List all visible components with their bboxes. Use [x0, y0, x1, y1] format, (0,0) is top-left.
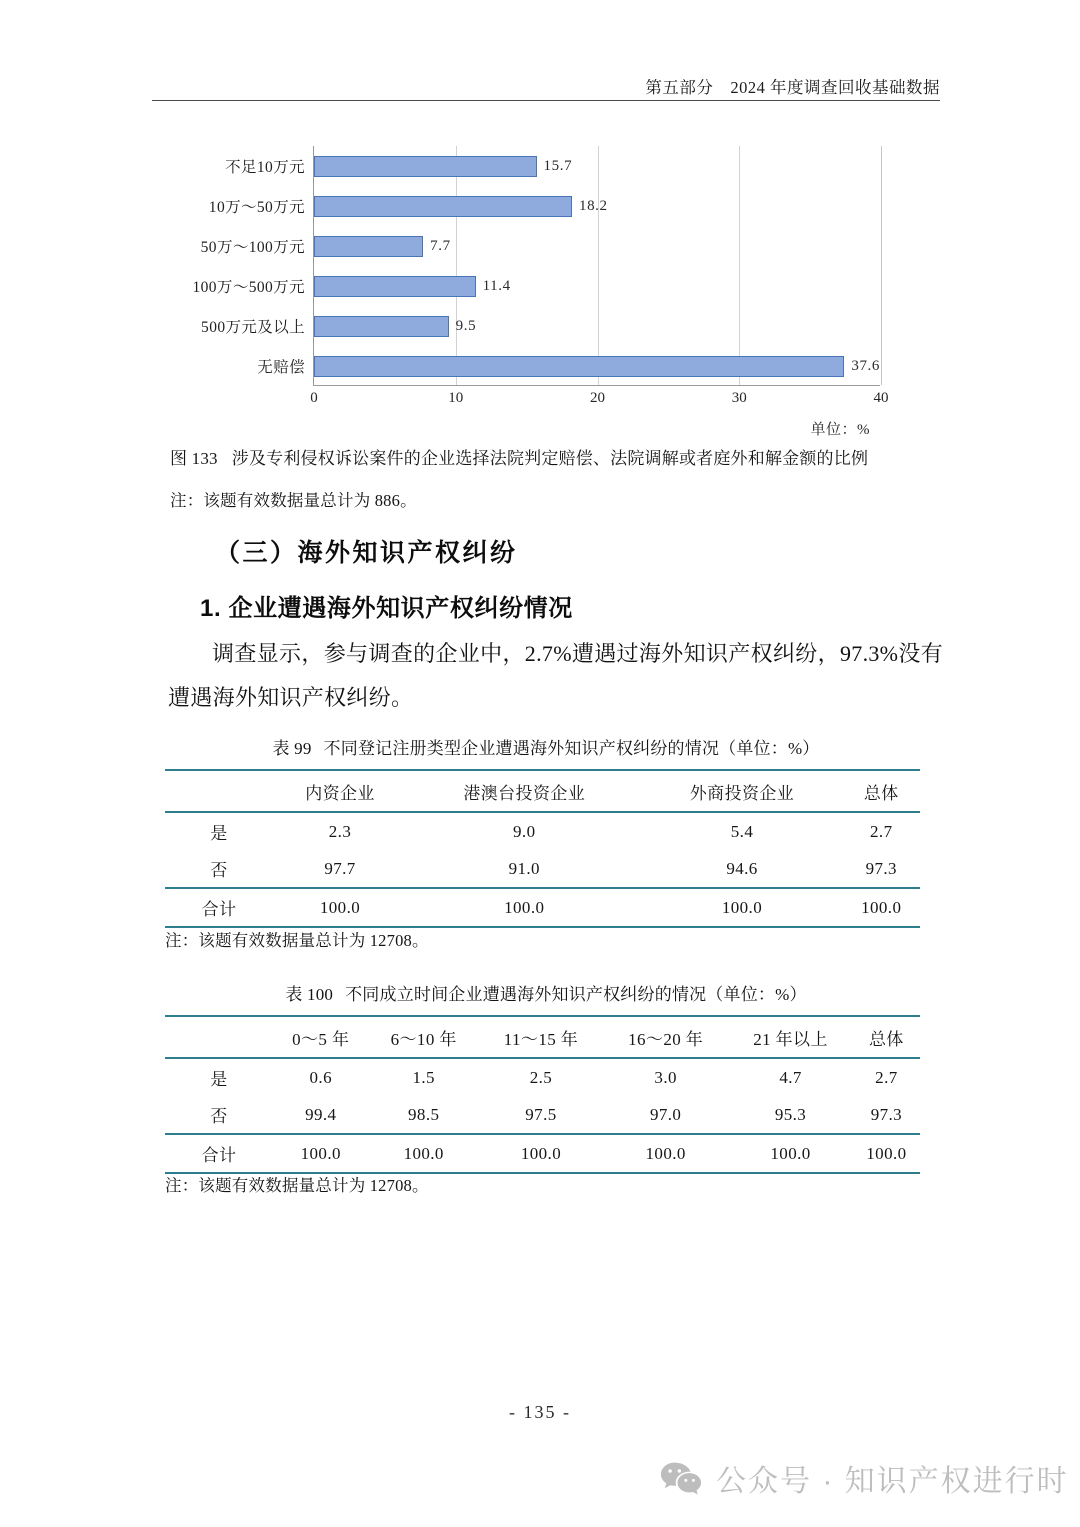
figure-caption — [170, 444, 950, 469]
chart-bar-value-label: 11.4 — [482, 277, 511, 294]
table-100-note: 注：该题有效数据量总计为 12708。 — [165, 1176, 429, 1195]
chart-gridline — [881, 146, 882, 385]
table-cell: 100.0 — [407, 888, 642, 927]
chart-category-label: 不足10万元 — [225, 159, 305, 176]
chart-bar-row — [257, 346, 880, 386]
chart-category-label: 500万元及以上 — [201, 319, 305, 336]
table-column-header: 0～5 年 — [273, 1016, 369, 1058]
table-column-header — [165, 1016, 273, 1058]
chart-bar-row — [200, 226, 880, 266]
table-column-header: 16～20 年 — [603, 1016, 728, 1058]
section-heading: （三）海外知识产权纠纷 — [215, 538, 518, 567]
table-column-header: 内资企业 — [273, 770, 407, 812]
chart-bar — [314, 276, 476, 297]
table-cell: 100.0 — [842, 888, 920, 927]
chart-category-label: 10万～50万元 — [208, 199, 305, 216]
table-cell: 2.7 — [875, 1067, 898, 1087]
table-cell: 100.0 — [479, 1134, 603, 1173]
table-cell: 100.0 — [728, 1134, 853, 1173]
table-99-caption-text: 不同登记注册类型企业遭遇海外知识产权纠纷的情况（单位：%） — [323, 739, 820, 758]
table-cell: 99.4 — [305, 1104, 337, 1124]
chart-bar-row — [201, 306, 880, 346]
table-cell: 0.6 — [309, 1067, 332, 1087]
chart-x-tick-label: 20 — [590, 390, 605, 406]
chart-bar — [314, 236, 423, 257]
chart-bar — [314, 316, 449, 337]
table-column-header — [165, 770, 273, 812]
table-row — [165, 1134, 920, 1173]
chart-bar — [314, 356, 844, 377]
table-cell: 98.5 — [408, 1104, 440, 1124]
table-99-head — [165, 770, 920, 812]
table-row — [165, 1058, 920, 1096]
chart-category-label: 50万～100万元 — [200, 239, 305, 256]
table-cell: 97.7 — [324, 858, 356, 878]
table-column-header: 11～15 年 — [479, 1016, 603, 1058]
chart-x-tick-label: 10 — [448, 390, 464, 406]
header-title: 第五部分 2024 年度调查回收基础数据 — [645, 78, 940, 97]
table-row — [165, 812, 920, 850]
table-cell: 100.0 — [273, 1134, 369, 1173]
table-100 — [165, 1015, 920, 1174]
table-cell: 97.5 — [525, 1104, 557, 1124]
chart-category-label: 无赔偿 — [257, 359, 305, 376]
chart-plot-area — [192, 146, 889, 438]
table-row-header: 合计 — [165, 1134, 273, 1173]
table-100-caption-text: 不同成立时间企业遭遇海外知识产权纠纷的情况（单位：%） — [345, 985, 807, 1004]
table-row-header: 否 — [210, 1107, 228, 1126]
table-cell: 100.0 — [853, 1134, 920, 1173]
table-column-header: 21 年以上 — [728, 1016, 853, 1058]
table-cell: 97.0 — [649, 1104, 682, 1124]
chart-x-tick-label: 30 — [731, 390, 747, 406]
table-cell: 2.7 — [870, 821, 893, 841]
table-100-caption — [152, 980, 940, 1005]
table-cell: 100.0 — [369, 1134, 479, 1173]
table-cell: 9.0 — [513, 821, 536, 841]
table-99-body — [165, 812, 920, 927]
subsection-heading: 1. 企业遭遇海外知识产权纠纷情况 — [200, 595, 573, 622]
table-100-head — [165, 1016, 920, 1058]
body-paragraph: 调查显示，参与调查的企业中，2.7%遭遇过海外知识产权纠纷，97.3%没有遭遇海外知识产权纠纷。 — [168, 641, 943, 710]
chart-bar-value-label: 7.7 — [430, 237, 451, 254]
table-99 — [165, 769, 920, 928]
table-row-header: 合计 — [165, 888, 273, 927]
table-cell: 97.3 — [865, 858, 897, 878]
chart-bar-value-label: 18.2 — [578, 197, 608, 214]
table-99-note: 注：该题有效数据量总计为 12708。 — [165, 931, 429, 950]
table-99-header-row — [165, 770, 920, 812]
page-number: - 135 - — [509, 1402, 571, 1422]
table-column-header: 总体 — [853, 1016, 920, 1058]
table-cell: 94.6 — [726, 858, 758, 878]
watermark — [660, 1456, 1069, 1500]
figure-caption-number: 图 133 — [170, 449, 218, 468]
header-rule — [152, 100, 940, 101]
table-cell: 100.0 — [642, 888, 843, 927]
chart-bar-row — [208, 186, 880, 226]
table-cell: 5.4 — [730, 821, 754, 841]
table-cell: 2.5 — [529, 1067, 553, 1087]
table-row-header: 是 — [210, 1070, 228, 1089]
table-cell: 1.5 — [412, 1067, 435, 1087]
watermark-text: 公众号 · 知识产权进行时 — [716, 1465, 1069, 1498]
figure-133-chart — [152, 128, 940, 438]
chart-bar-row — [192, 266, 880, 306]
chart-unit-label: 单位：% — [810, 422, 870, 438]
table-row — [165, 888, 920, 927]
table-cell: 3.0 — [654, 1067, 677, 1087]
chart-bar-value-label: 9.5 — [455, 317, 477, 334]
wechat-icon — [660, 1461, 702, 1495]
table-cell: 4.7 — [779, 1067, 802, 1087]
table-99-caption-number: 表 99 — [272, 739, 312, 758]
chart-bar-value-label: 37.6 — [851, 357, 880, 374]
table-cell: 100.0 — [603, 1134, 728, 1173]
table-column-header: 6～10 年 — [369, 1016, 479, 1058]
table-99-caption — [152, 734, 940, 759]
chart-category-label: 100万～500万元 — [192, 279, 305, 296]
table-cell: 2.3 — [328, 821, 352, 841]
table-column-header: 外商投资企业 — [642, 770, 843, 812]
table-row-header: 是 — [210, 824, 228, 843]
chart-bar-row — [225, 146, 880, 186]
table-row-header: 否 — [210, 861, 228, 880]
table-row — [165, 850, 920, 888]
chart-bar — [314, 156, 537, 177]
table-cell: 100.0 — [273, 888, 407, 927]
chart-x-tick-label: 40 — [873, 390, 889, 406]
table-cell: 97.3 — [870, 1104, 903, 1124]
table-100-header-row — [165, 1016, 920, 1058]
table-100-caption-number: 表 100 — [285, 985, 334, 1004]
table-column-header: 总体 — [842, 770, 920, 812]
chart-bar-value-label: 15.7 — [543, 157, 573, 174]
chart-x-tick-label: 0 — [310, 390, 318, 406]
table-100-body — [165, 1058, 920, 1173]
table-cell: 95.3 — [774, 1104, 807, 1124]
table-column-header: 港澳台投资企业 — [407, 770, 642, 812]
figure-caption-text: 涉及专利侵权诉讼案件的企业选择法院判定赔偿、法院调解或者庭外和解金额的比例 — [231, 449, 869, 468]
chart-bar — [314, 196, 572, 217]
table-cell: 91.0 — [508, 858, 540, 878]
figure-note: 注：该题有效数据量总计为 886。 — [170, 491, 417, 510]
running-header — [152, 74, 940, 108]
table-row — [165, 1096, 920, 1134]
